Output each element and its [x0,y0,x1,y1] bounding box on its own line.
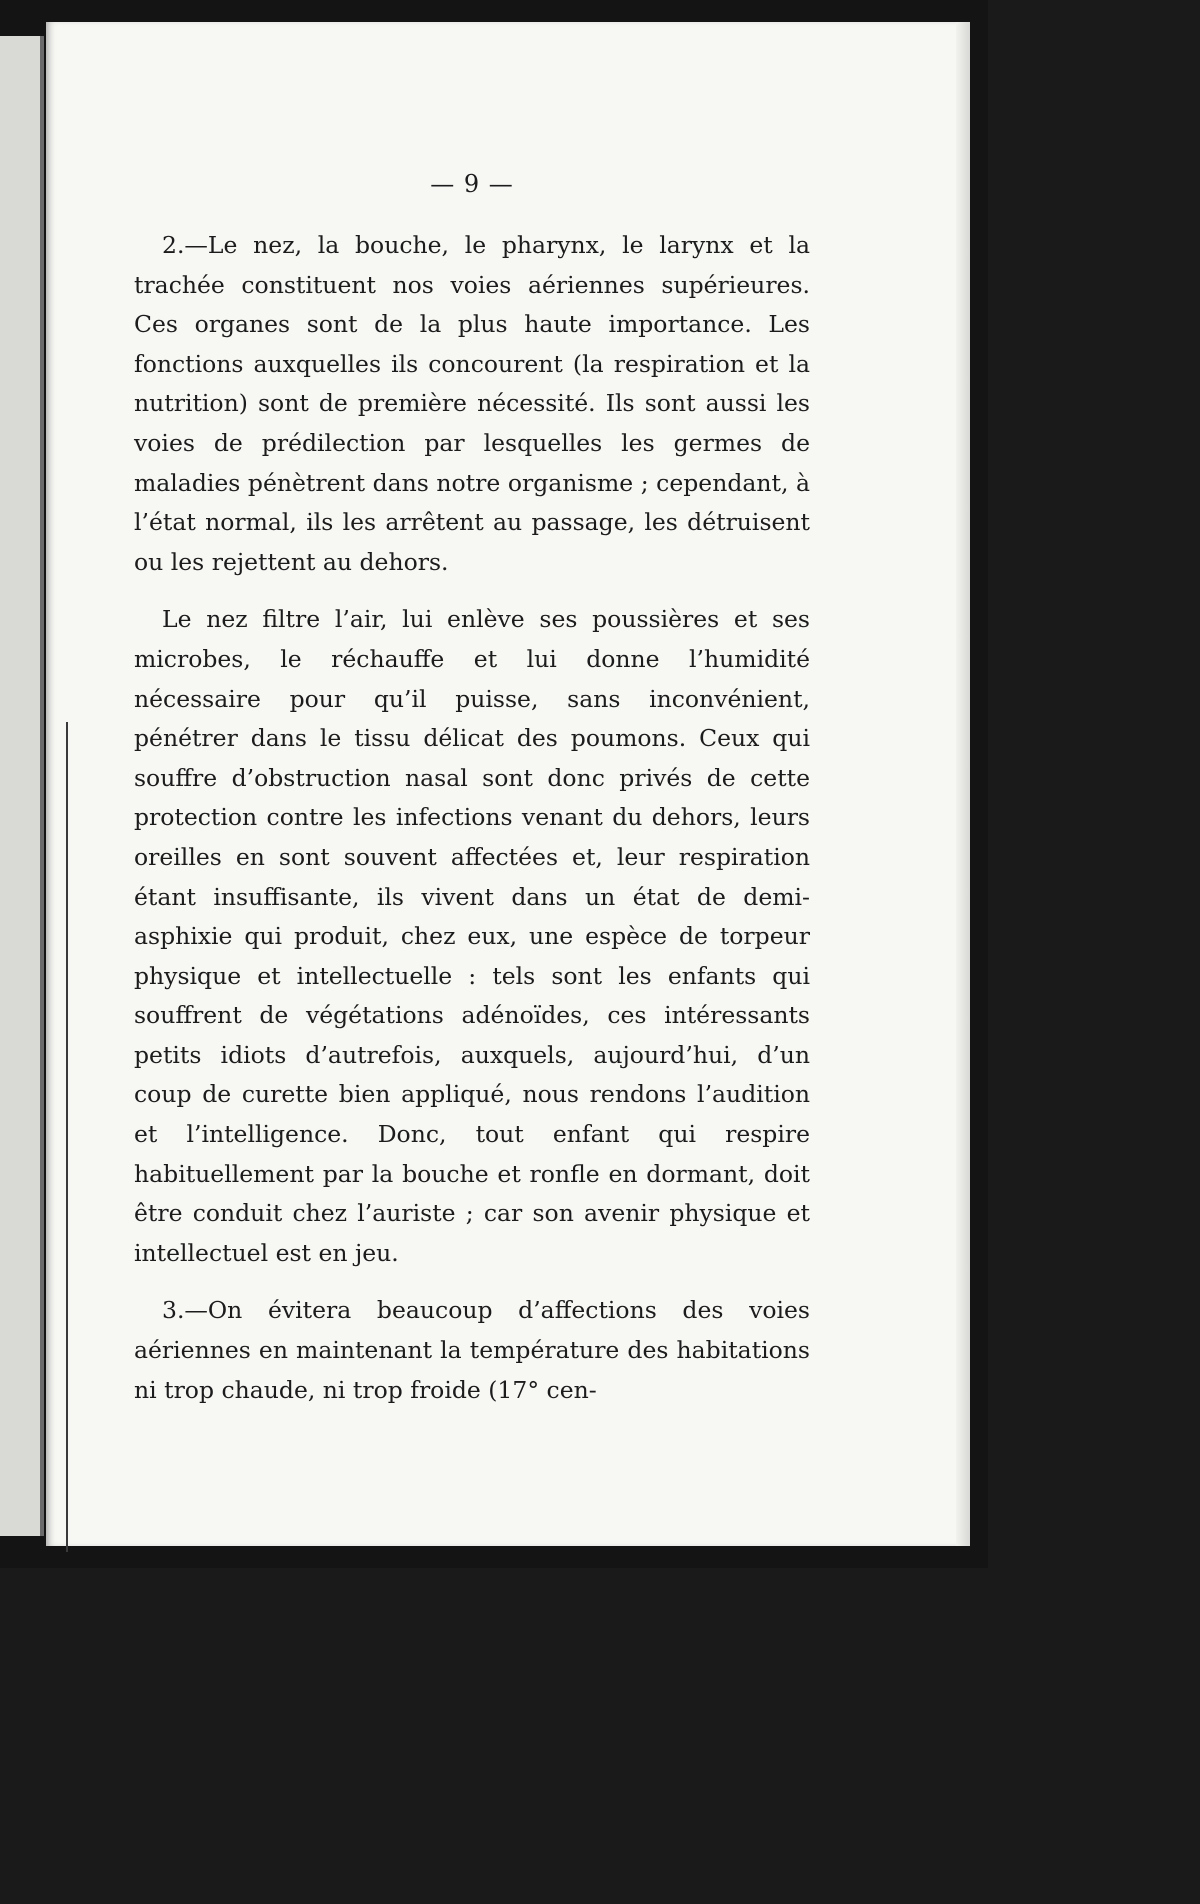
paragraph-2: Le nez filtre l’air, lui enlève ses poussières et ses microbes, le réchauffe et lui donne l’humidité nécessaire pour qu’il puisse, sans inconvénient, pénétrer dans le tissu délicat des poumons. Ceux qui souffre d’obstruction nasal sont donc privés de cette protection contre les infections venant du dehors, leurs oreilles en sont souvent affectées et, leur respiration étant insuffisante, ils vivent dans un état de demi-asphixie qui produit, chez eux, une espèce de torpeur physique et intellectuelle : tels sont les enfants qui souffrent de végétations adénoïdes, ces intéressants petits idiots d’autrefois, auxquels, aujourd’hui, d’un coup de curette bien appliqué, nous rendons l’audition et l’intelligence. Donc, tout enfant qui respire habituellement par la bouche et ronfle en dormant, doit être conduit chez l’auriste ; car son avenir physique et intellectuel est en jeu. [134,605,810,1267]
page-number: — 9 — [430,170,514,198]
book-page [46,22,970,1546]
page-right-edge [956,22,970,1546]
paragraph-1: 2.—Le nez, la bouche, le pharynx, le larynx et la trachée constituent nos voies aériennes supérieures. Ces organes sont de la plus haute importance. Les fonctions auxquelles ils concourent (la respiration et la nutrition) sont de première nécessité. Ils sont aussi les voies de prédilection par lesquelles les germes de maladies pénètrent dans notre organisme ; cependant, à l’état normal, ils les arrêtent au passage, les détruisent ou les rejettent au dehors. [134,231,810,576]
text-column [134,170,810,1410]
previous-page-edge [0,36,44,1536]
paragraph-3: 3.—On évitera beaucoup d’affections des voies aériennes en maintenant la température des habitations ni trop chaude, ni trop froide (17° cen- [134,1296,810,1404]
binding-shadow-line [66,722,68,1552]
